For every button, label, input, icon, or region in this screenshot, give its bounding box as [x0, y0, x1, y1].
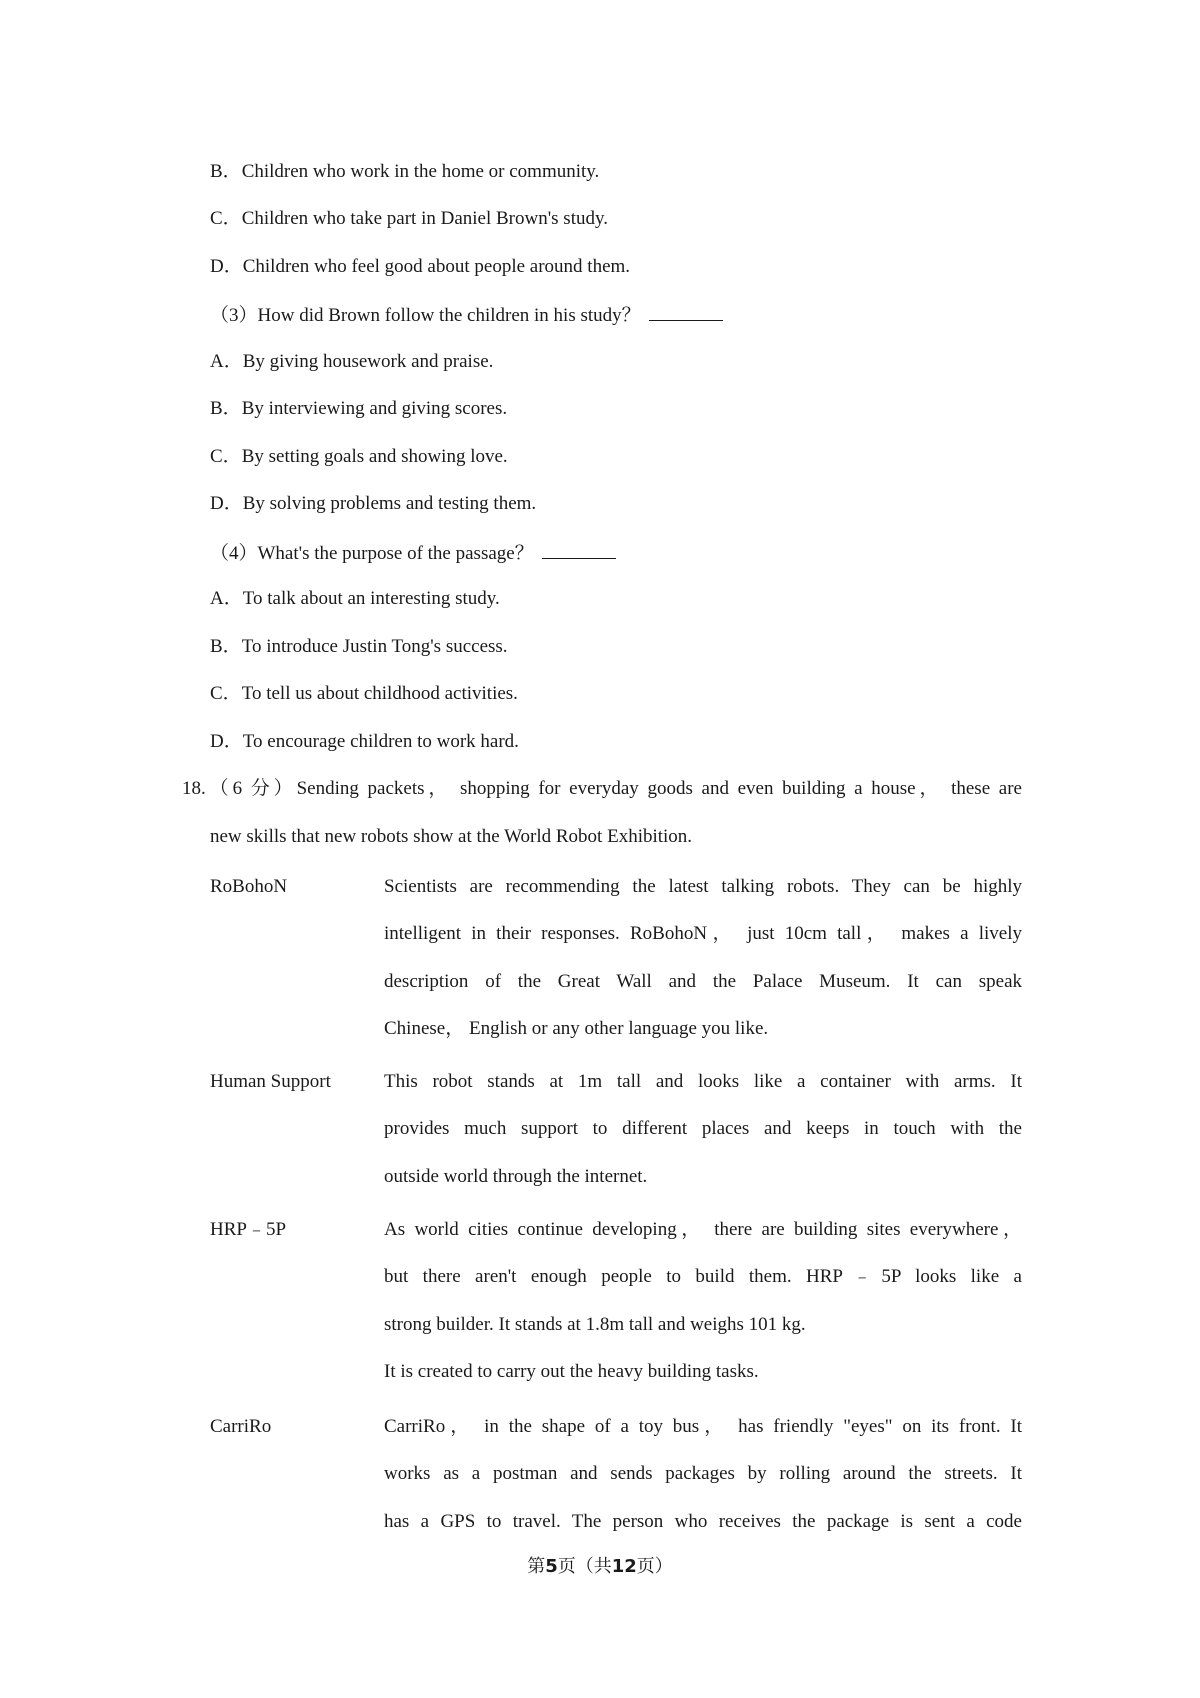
page-footer: 第5页（共12页）: [527, 1556, 673, 1577]
q17-3-option-b: B．By interviewing and giving scores.: [210, 398, 508, 419]
desc-line: It is created to carry out the heavy building tasks.: [384, 1361, 759, 1382]
robot-name-robohon: RoBohoN: [210, 876, 288, 897]
q17-2-option-d: D．Children who feel good about people around them.: [210, 256, 631, 277]
desc-line: Chinese， English or any other language you like.: [384, 1018, 769, 1039]
q18-intro-line2: new skills that new robots show at the World Robot Exhibition.: [210, 826, 693, 847]
page-total: 12: [611, 1556, 637, 1577]
q17-2-option-c: C．Children who take part in Daniel Brown's study.: [210, 208, 608, 229]
q17-3-option-d: D．By solving problems and testing them.: [210, 493, 537, 514]
desc-line: Scientists are recommending the latest talking robots. They can be highly: [384, 876, 1022, 897]
answer-blank: [542, 540, 616, 559]
desc-line: intelligent in their responses. RoBohoN， just 10cm tall， makes a lively: [384, 923, 1022, 944]
q17-4-option-b: B．To introduce Justin Tong's success.: [210, 636, 508, 657]
q17-2-option-b: B．Children who work in the home or community.: [210, 161, 600, 182]
robot-name-carriro: CarriRo: [210, 1416, 272, 1437]
q18-intro-line1: 18.（6 分）Sending packets， shopping for everyday goods and even building a house， these are: [182, 778, 1022, 799]
desc-line: works as a postman and sends packages by rolling around the streets. It: [384, 1463, 1022, 1484]
desc-line: but there aren't enough people to build them. HRP﹣5P looks like a: [384, 1266, 1022, 1287]
desc-line: provides much support to different places and keeps in touch with the: [384, 1118, 1022, 1139]
desc-line: As world cities continue developing， there are building sites everywhere，: [384, 1219, 1022, 1240]
desc-line: This robot stands at 1m tall and looks like a container with arms. It: [384, 1071, 1022, 1092]
desc-line: description of the Great Wall and the Palace Museum. It can speak: [384, 971, 1022, 992]
desc-line: CarriRo， in the shape of a toy bus， has friendly "eyes" on its front. It: [384, 1416, 1022, 1437]
q17-4-option-d: D．To encourage children to work hard.: [210, 731, 519, 752]
q17-3-option-c: C．By setting goals and showing love.: [210, 446, 508, 467]
robot-name-hrp-5p: HRP﹣5P: [210, 1219, 287, 1240]
q17-3-question: （3）How did Brown follow the children in his study？: [210, 302, 723, 328]
desc-line: outside world through the internet.: [384, 1166, 648, 1187]
robot-name-human-support: Human Support: [210, 1071, 331, 1092]
q17-4-option-c: C．To tell us about childhood activities.: [210, 683, 518, 704]
q17-3-option-a: A．By giving housework and praise.: [210, 351, 494, 372]
q17-4-question: （4）What's the purpose of the passage？: [210, 540, 616, 566]
q17-4-option-a: A．To talk about an interesting study.: [210, 588, 500, 609]
desc-line: strong builder. It stands at 1.8m tall and weighs 101 kg.: [384, 1314, 806, 1335]
page-number: 5: [545, 1556, 558, 1577]
answer-blank: [649, 302, 723, 321]
desc-line: has a GPS to travel. The person who receives the package is sent a code: [384, 1511, 1022, 1532]
